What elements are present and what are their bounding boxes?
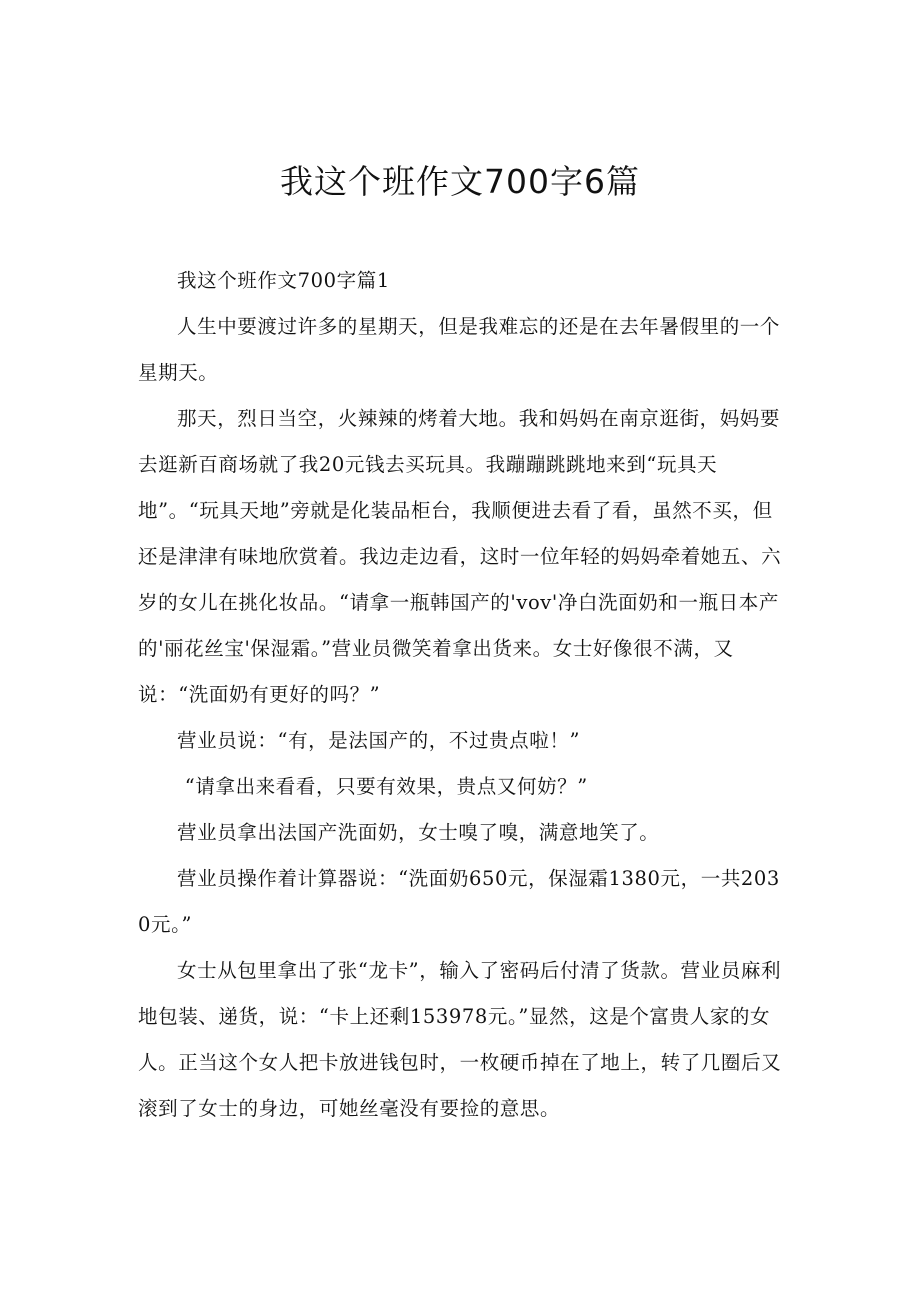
document-body: [138, 258, 790, 1132]
paragraph: 那天，烈日当空，火辣辣的烤着大地。我和妈妈在南京逛街，妈妈要去逛新百商场就了我20元钱去买玩具。我蹦蹦跳跳地来到“玩具天地”。“玩具天地”旁就是化装品柜台，我顺便进去看了看，虽然不买，但还是津津有味地欣赏着。我边走边看，这时一位年轻的妈妈牵着她五、六岁的女儿在挑化妆品。“请拿一瓶韩国产的'vov'净白洗面奶和一瓶日本产的'丽花丝宝'保湿霜。”营业员微笑着拿出货来。女士好像很不满，又说：“洗面奶有更好的吗？”: [138, 407, 782, 706]
paragraph: 营业员拿出法国产洗面奶，女士嗅了嗅，满意地笑了。: [177, 821, 660, 844]
paragraph: “请拿出来看看，只要有效果，贵点又何妨？”: [184, 775, 588, 798]
paragraph: 女士从包里拿出了张“龙卡”，输入了密码后付清了货款。营业员麻利地包装、递货，说：“卡上还剩153978元。”显然，这是个富贵人家的女人。正当这个女人把卡放进钱包时，一枚硬币掉在了地上，转了几圈后又滚到了女士的身边，可她丝毫没有要捡的意思。: [138, 959, 782, 1120]
paragraph: 营业员操作着计算器说：“洗面奶650元，保湿霜1380元，一共2030元。”: [138, 867, 780, 936]
paragraph: 营业员说：“有，是法国产的，不过贵点啦！”: [177, 729, 581, 752]
paragraph: 人生中要渡过许多的星期天，但是我难忘的还是在去年暑假里的一个星期天。: [138, 315, 781, 384]
section-heading: 我这个班作文700字篇1: [177, 269, 390, 292]
document-title: 我这个班作文700字6篇: [280, 162, 640, 201]
